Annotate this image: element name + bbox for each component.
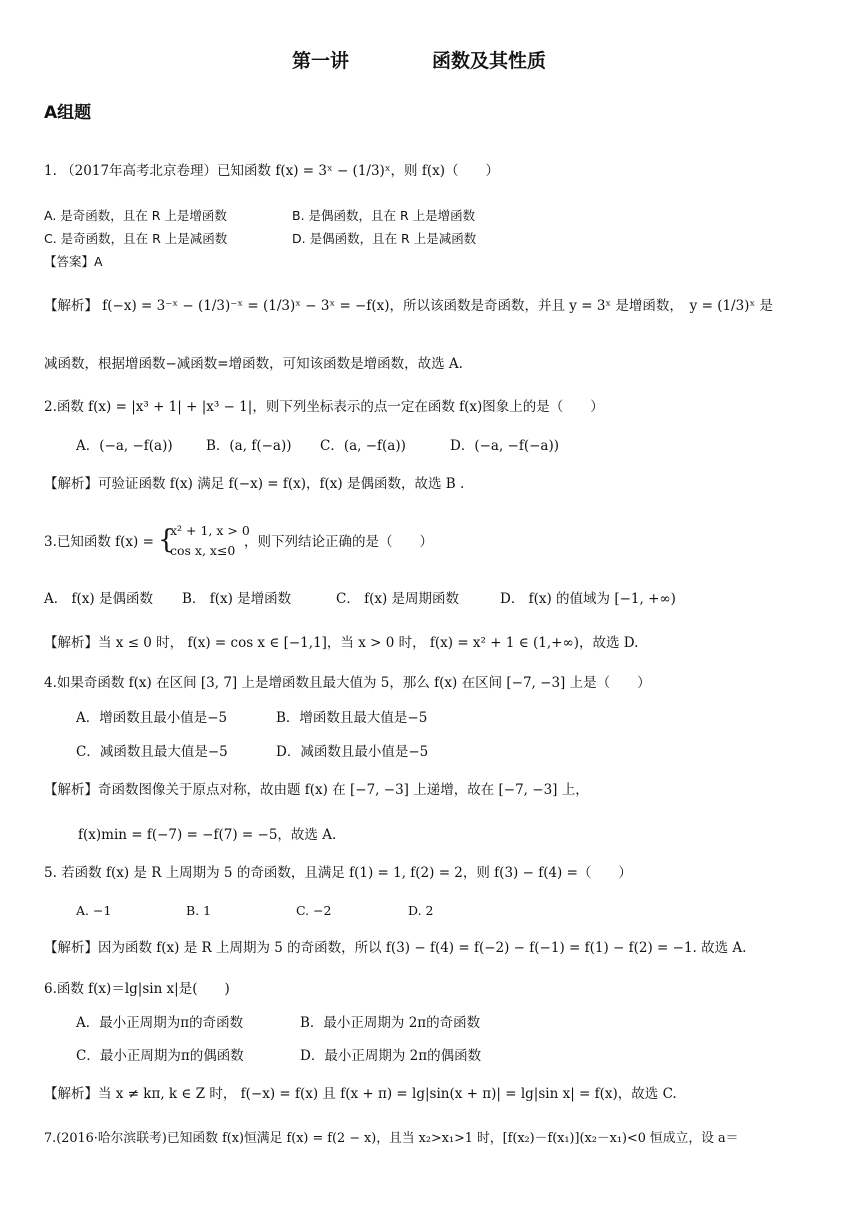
page-title-left: 第一讲	[292, 50, 350, 72]
q5-stem: 5. 若函数 f(x) 是 R 上周期为 5 的奇函数，且满足 f(1) = 1, f(2) = 2，则 f(3) − f(4) =（ ）	[44, 865, 632, 881]
q1-option-c: C. 是奇函数，且在 R 上是减函数	[44, 231, 228, 246]
q1-option-a: A. 是奇函数，且在 R 上是增函数	[44, 208, 227, 223]
q4-option-c: C．减函数且最大值是−5	[76, 744, 228, 760]
q3-brace: {	[158, 525, 175, 555]
q2-option-d: D．(−a, −f(−a))	[450, 438, 560, 454]
q3-option-d: D． f(x) 的值域为 [−1, +∞)	[500, 591, 676, 607]
q1-analysis-line2: 减函数，根据增函数−减函数=增函数，可知该函数是增函数，故选 A.	[44, 356, 463, 372]
q6-analysis: 【解析】当 x ≠ kπ, k ∈ Z 时， f(−x) = f(x) 且 f(x + π) = lg|sin(x + π)| = lg|sin x| = f(x)，故选 C.	[44, 1086, 677, 1102]
q6-option-a: A．最小正周期为π的奇函数	[76, 1015, 244, 1031]
q4-analysis-line2: f(x)min = f(−7) = −f(7) = −5，故选 A.	[78, 827, 337, 843]
q2-option-b: B．(a, f(−a))	[206, 438, 292, 454]
q6-stem: 6.函数 f(x)＝lg|sin x|是( )	[44, 981, 230, 997]
q6-option-d: D．最小正周期为 2π的偶函数	[300, 1048, 482, 1064]
q3-option-c: C． f(x) 是周期函数	[336, 591, 460, 607]
q4-option-b: B．增函数且最大值是−5	[276, 710, 428, 726]
q5-option-d: D. 2	[408, 903, 434, 918]
q1-stem: 1. （2017年高考北京卷理）已知函数 f(x) = 3ˣ − (1/3)ˣ，则 f(x)（ ）	[44, 163, 499, 179]
q6-option-c: C．最小正周期为π的偶函数	[76, 1048, 244, 1064]
q7-stem: 7.(2016·哈尔滨联考)已知函数 f(x)恒满足 f(x) = f(2 − x)，且当 x₂>x₁>1 时，[f(x₂)－f(x₁)](x₂－x₁)<0 恒成立，设 a＝	[44, 1131, 739, 1146]
q1-option-b: B. 是偶函数，且在 R 上是增函数	[292, 208, 476, 223]
q3-piece-2: cos x, x≤0	[170, 543, 236, 558]
q1-option-d: D. 是偶函数，且在 R 上是减函数	[292, 231, 477, 246]
q5-option-b: B. 1	[186, 903, 212, 918]
q3-option-a: A． f(x) 是偶函数	[44, 591, 153, 607]
q1-analysis-line1: 【解析】 f(−x) = 3⁻ˣ − (1/3)⁻ˣ = (1/3)ˣ − 3ˣ = −f(x)，所以该函数是奇函数，并且 y = 3ˣ 是增函数， y = (1/3)ˣ 是	[44, 298, 773, 314]
q4-option-d: D．减函数且最小值是−5	[276, 744, 429, 760]
q3-stem-suffix: ，则下列结论正确的是（ ）	[244, 534, 433, 550]
q3-piece-1: x² + 1, x > 0	[170, 523, 250, 538]
q4-analysis-line1: 【解析】奇函数图像关于原点对称，故由题 f(x) 在 [−7, −3] 上递增，故在 [−7, −3] 上，	[44, 782, 589, 798]
q3-stem-prefix: 3.已知函数 f(x) =	[44, 534, 154, 550]
q2-analysis: 【解析】可验证函数 f(x) 满足 f(−x) = f(x)，f(x) 是偶函数，故选 B .	[44, 476, 465, 492]
section-heading: A组题	[44, 103, 92, 123]
q3-analysis: 【解析】当 x ≤ 0 时， f(x) = cos x ∈ [−1,1]，当 x > 0 时， f(x) = x² + 1 ∈ (1,+∞)，故选 D.	[44, 635, 639, 651]
q5-analysis: 【解析】因为函数 f(x) 是 R 上周期为 5 的奇函数，所以 f(3) − f(4) = f(−2) − f(−1) = f(1) − f(2) = −1. 故选 A.	[44, 940, 747, 956]
q2-option-c: C．(a, −f(a))	[320, 438, 406, 454]
q5-option-c: C. −2	[296, 903, 332, 918]
q5-option-a: A. −1	[76, 903, 112, 918]
q3-option-b: B． f(x) 是增函数	[182, 591, 292, 607]
q6-option-b: B．最小正周期为 2π的奇函数	[300, 1015, 481, 1031]
q4-stem: 4.如果奇函数 f(x) 在区间 [3, 7] 上是增函数且最大值为 5，那么 f(x) 在区间 [−7, −3] 上是（ ）	[44, 675, 651, 691]
q4-option-a: A．增函数且最小值是−5	[76, 710, 228, 726]
page-title-right: 函数及其性质	[432, 50, 547, 72]
q1-answer: 【答案】A	[44, 254, 103, 269]
q2-option-a: A．(−a, −f(a))	[76, 438, 173, 454]
q2-stem: 2.函数 f(x) = |x³ + 1| + |x³ − 1|，则下列坐标表示的点一定在函数 f(x)图象上的是（ ）	[44, 399, 604, 415]
